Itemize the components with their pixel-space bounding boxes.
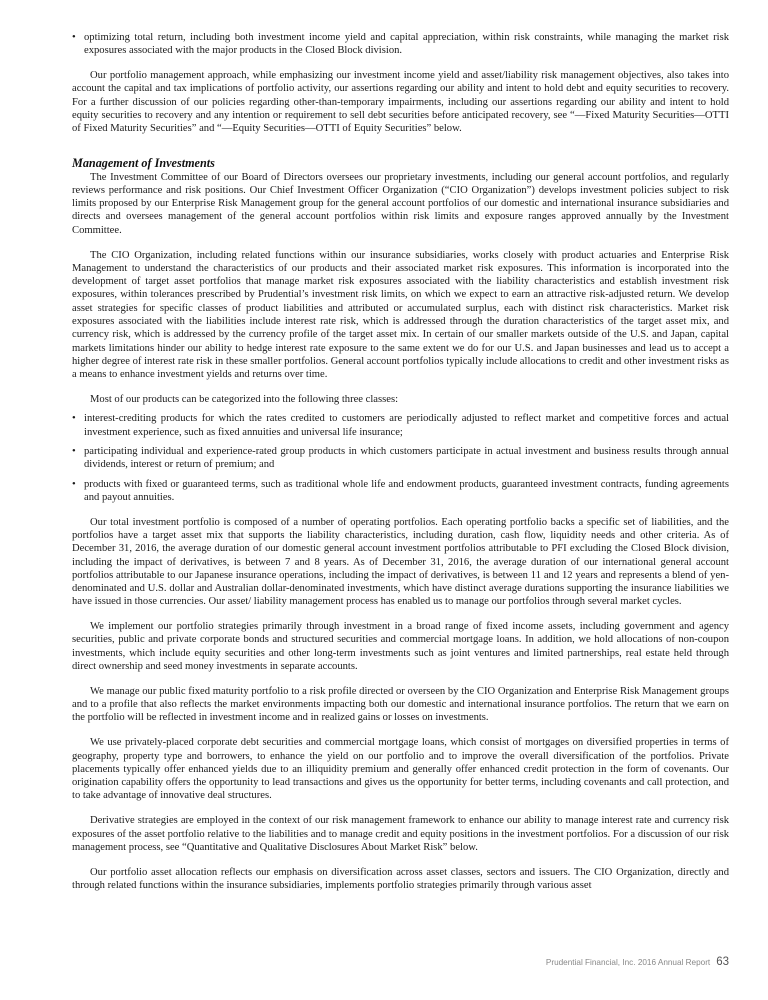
bullet-icon: • <box>72 478 76 490</box>
paragraph: We manage our public fixed maturity portfolio to a risk profile directed or overseen by the CIO Organization and Enterprise Risk Management groups and to a profile that also reflects the market environments impacting both our domestic and international insurance portfolios. The return that we earn on the portfolio will be reflected in investment income and in realized gains or losses on investments. <box>72 685 729 724</box>
paragraph: Our portfolio asset allocation reflects our emphasis on diversification across asset classes, sectors and issuers. The CIO Organization, directly and through related functions within the insurance subsidiaries, implements portfolio strategies primarily through various asset <box>72 866 729 891</box>
bullet-icon: • <box>72 445 76 457</box>
bullet-item <box>72 412 729 439</box>
page-footer <box>546 956 729 968</box>
bullet-item <box>72 445 729 472</box>
bullet-icon: • <box>72 413 76 425</box>
bullet-text: interest-crediting products for which the rates credited to customers are periodically adjusted to reflect market and competitive forces and actual investment experience, such as fixed annuities and universal life insurance; <box>84 413 729 438</box>
paragraph: The Investment Committee of our Board of Directors oversees our proprietary investments, including our general account portfolios, and regularly reviews performance and risk positions. Our Chief Investment Officer Organization (“CIO Organization”) develops investment policies subject to risk limits proposed by our Enterprise Risk Management group for the general account portfolios of our domestic and international insurance subsidiaries and directs and oversees management of the general account portfolios within risk limits and exposure ranges approved annually by the Investment Committee. <box>72 171 729 236</box>
page-number: 63 <box>716 956 729 968</box>
classes-lead-in: Most of our products can be categorized into the following three classes: <box>90 394 399 406</box>
bullet-icon: • <box>72 32 76 43</box>
intro-bullet-list <box>72 31 729 58</box>
report-title: Prudential Financial, Inc. 2016 Annual Report <box>545 958 711 967</box>
paragraph: Our portfolio management approach, while emphasizing our investment income yield and asset/liability risk management objectives, also takes into account the capital and tax implications of portfolio activity, our assertions regarding our ability and intent to hold debt and equity securities to recovery. For a further discussion of our policies regarding other-than-temporary impairments, including our assertions regarding our ability and intent to hold equity securities to recovery and any intention or requirement to sell debt securities before anticipated recovery, see “—Fixed Maturity Securities—OTTI of Fixed Maturity Securities” and “—Equity Securities—OTTI of Equity Securities” below. <box>72 70 729 135</box>
paragraph: The CIO Organization, including related functions within our insurance subsidiaries, works closely with product actuaries and Enterprise Risk Management to understand the characteristics of our products and their associated market risk exposures. This information is incorporated into the development of target asset portfolios that manage market risk exposures associated with the liability characteristics and establish investment risk exposures, within tolerances prescribed by Prudential’s investment risk limits, on which we expect to earn an attractive risk-adjusted return. We develop asset strategies for specific classes of product liabilities and attributed or accumulated surplus, each with distinct risk characteristics. Market risk exposures associated with the liabilities include interest rate risk, which is addressed through the duration characteristics of the target asset mix, and currency risk, which is addressed by the currency profile of the target asset mix. In certain of our smaller markets outside of the U.S. and Japan, capital markets limitations hinder our ability to hedge interest rate exposure to the same extent we do for our U.S. and Japan businesses and lead us to accept a higher degree of interest rate risk in these smaller portfolios. General account portfolios typically include allocations to credit and other investment risks as a means to enhance investment yields and returns over time. <box>72 249 729 381</box>
classes-bullet-list <box>72 412 729 504</box>
paragraph: We implement our portfolio strategies primarily through investment in a broad range of fixed income assets, including government and agency securities, public and private corporate bonds and structured securities and commercial mortgage loans. In addition, we hold allocations of non-coupon investments, which include equity securities and other long-term investments such as joint ventures and limited partnerships, real estate held through direct ownership and seed money investments in separate accounts. <box>72 621 729 673</box>
bullet-text: optimizing total return, including both investment income yield and capital appreciation, within risk constraints, while managing the market risk exposures associated with the major products in the Closed Block division. <box>84 32 729 57</box>
paragraph: Our total investment portfolio is composed of a number of operating portfolios. Each operating portfolio backs a specific set of liabilities, and the portfolios have a target asset mix that supports the liability characteristics, including duration, cash flow, liquidity needs and other criteria. As of December 31, 2016, the average duration of our domestic general account investment portfolios attributable to PFI excluding the Closed Block division, including the impact of derivatives, is between 7 and 8 years. As of December 31, 2016, the average duration of our international general account portfolios attributable to our Japanese insurance operations, including the impact of derivatives, is between 11 and 12 years and represents a blend of yen-denominated and U.S. dollar and Australian dollar-denominated investments, which have distinct average durations supporting the insurance liabilities we have issued in those currencies. Our asset/ liability management process has enabled us to manage our portfolios through several market cycles. <box>72 516 729 608</box>
bullet-item <box>72 478 729 505</box>
bullet-text: products with fixed or guaranteed terms, such as traditional whole life and endowment products, guaranteed investment contracts, funding agreements and payout annuities. <box>84 478 729 503</box>
bullet-item <box>72 31 729 58</box>
bullet-text: participating individual and experience-rated group products in which customers participate in actual investment and business results through annual dividends, interest or return of premium; and <box>84 445 729 471</box>
section-heading: Management of Investments <box>72 155 215 170</box>
document-body <box>72 31 729 904</box>
paragraph: We use privately-placed corporate debt securities and commercial mortgage loans, which consist of mortgages on diversified properties in terms of geography, property type and borrowers, to enhance the yield on our portfolio and to improve the overall diversification of the portfolios. Private placements typically offer enhanced yields due to an illiquidity premium and generally offer enhanced credit protection in the form of covenants. Our origination capability offers the opportunity to lead transactions and gives us the opportunity for better terms, including covenants and call protection, and to take advantage of innovative deal structures. <box>72 737 729 802</box>
paragraph: Derivative strategies are employed in the context of our risk management framework to enhance our ability to manage interest rate and currency risk exposures of the asset portfolio relative to the liabilities and to manage credit and equity positions in the investment portfolios. For a discussion of our risk management process, see “Quantitative and Qualitative Disclosures About Market Risk” below. <box>72 815 729 853</box>
